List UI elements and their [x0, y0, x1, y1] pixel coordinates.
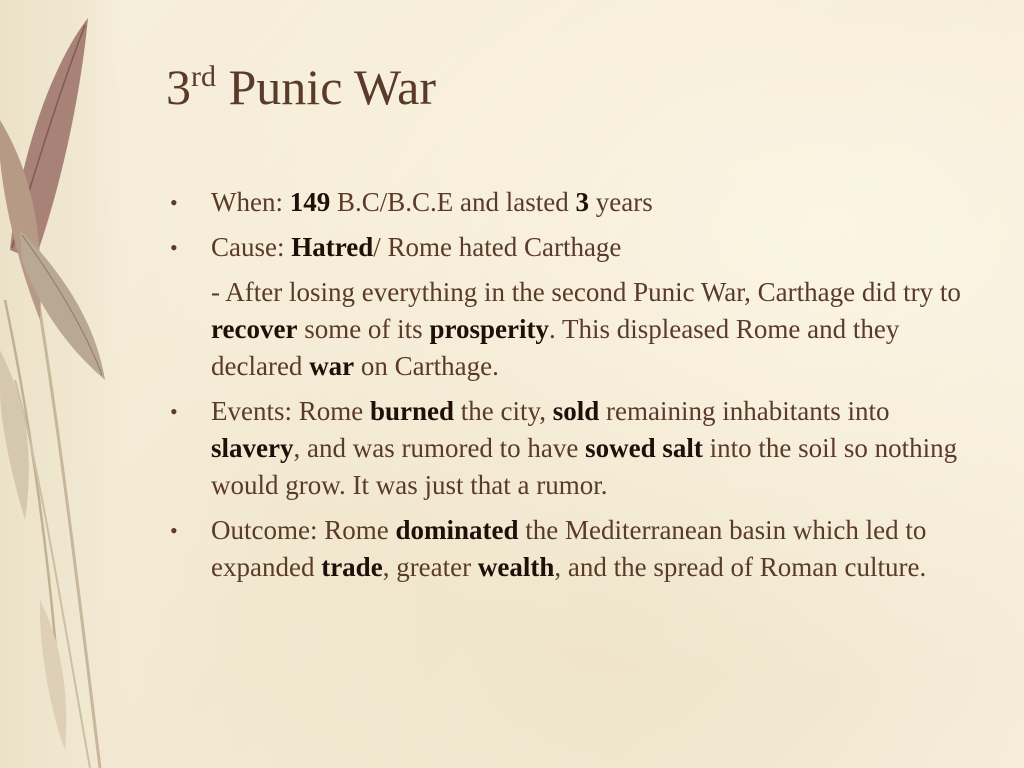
bullet-text: , greater: [382, 552, 478, 582]
emphasized-text: 3: [575, 187, 589, 217]
emphasized-text: prosperity: [429, 314, 549, 344]
title-number: 3: [166, 59, 191, 115]
bullet-text: the city,: [454, 396, 553, 426]
bullet-text: remaining inhabitants into: [599, 396, 890, 426]
bullet-text: , and the spread of Roman culture.: [554, 552, 927, 582]
emphasized-text: Hatred: [291, 232, 374, 262]
emphasized-text: recover: [211, 314, 298, 344]
bullet-text: the Mediterranean basin which led to expanded: [211, 515, 927, 582]
emphasized-text: war: [309, 351, 355, 381]
emphasized-text: dominated: [395, 515, 519, 545]
bullet-text: B.C/B.C.E and lasted: [330, 187, 576, 217]
emphasized-text: sold: [552, 396, 600, 426]
bullet-icon: •: [170, 399, 178, 424]
sub-paragraph: [166, 274, 966, 385]
bullet-icon: •: [170, 518, 178, 543]
bullet-item: [166, 229, 966, 266]
emphasized-text: trade: [321, 552, 383, 582]
bullet-text: on Carthage.: [354, 351, 499, 381]
bullet-item: [166, 393, 966, 504]
bullet-icon: •: [170, 235, 178, 260]
bullet-text: Cause:: [211, 232, 292, 262]
title-text: Punic War: [216, 59, 437, 115]
slide-title: [166, 59, 437, 115]
emphasized-text: slavery: [211, 433, 294, 463]
bullet-text: Events: Rome: [211, 396, 370, 426]
title-ordinal-suffix: rd: [191, 60, 216, 93]
emphasized-text: 149: [289, 187, 331, 217]
bullet-text: into the soil so nothing would grow. It was just that a rumor.: [211, 433, 958, 500]
dried-leaf-illustration: [0, 0, 125, 768]
emphasized-text: wealth: [477, 552, 555, 582]
bullet-item: [166, 512, 966, 586]
bullet-text: , and was rumored to have: [293, 433, 586, 463]
bullet-list: [166, 184, 966, 594]
bullet-icon: •: [170, 190, 178, 215]
emphasized-text: sowed salt: [585, 433, 703, 463]
bullet-text: / Rome hated Carthage: [373, 232, 622, 262]
bullet-text: Outcome: Rome: [211, 515, 396, 545]
bullet-text: - After losing everything in the second Punic War, Carthage did try to: [211, 277, 961, 307]
bullet-text: . This displeased Rome and they declared: [211, 314, 900, 381]
bullet-item: [166, 184, 966, 221]
bullet-text: When:: [211, 187, 290, 217]
bullet-text: years: [588, 187, 653, 217]
emphasized-text: burned: [369, 396, 455, 426]
bullet-text: some of its: [297, 314, 430, 344]
